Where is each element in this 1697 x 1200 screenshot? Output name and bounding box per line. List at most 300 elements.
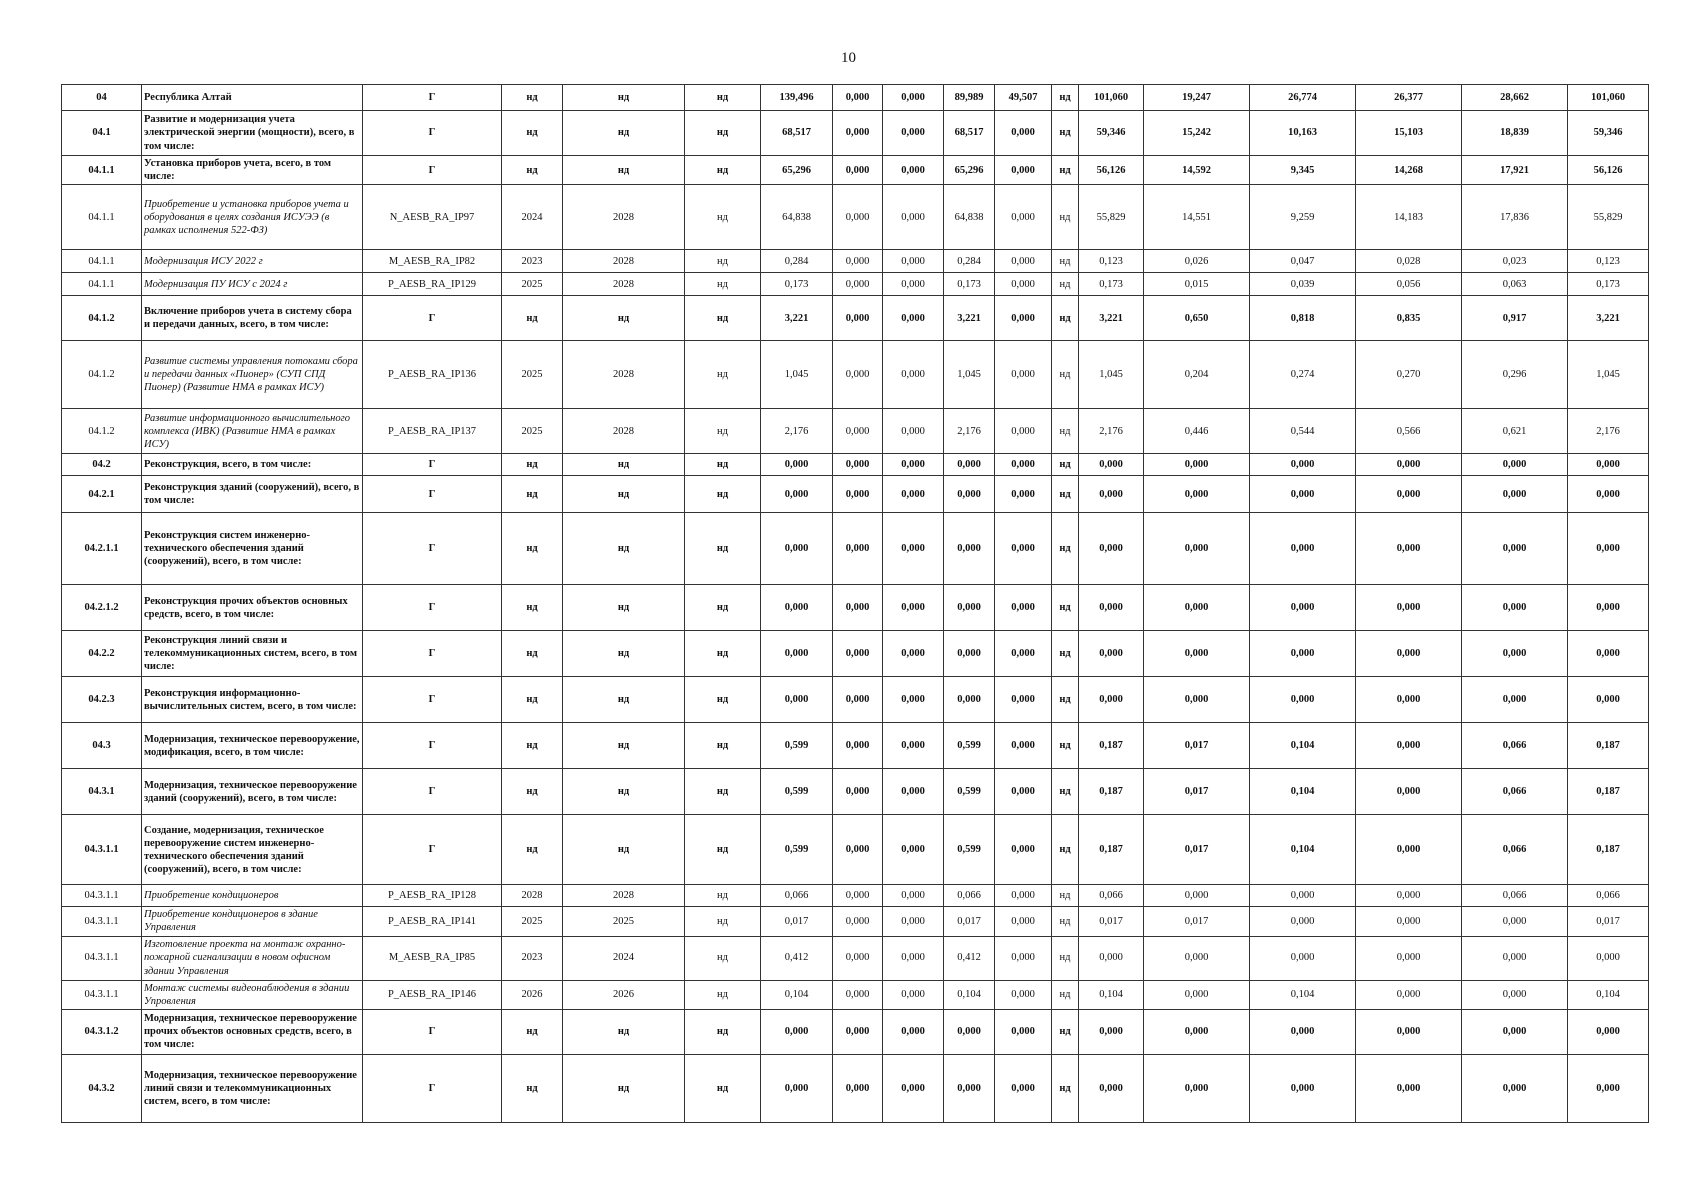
- row-id-cell: 04: [62, 85, 142, 111]
- table-row: [62, 936, 1649, 980]
- start-year-cell: нд: [502, 513, 563, 585]
- value-cell: 0,000: [1568, 677, 1649, 723]
- value-cell: 0,000: [833, 885, 883, 907]
- project-name-cell: Модернизация, техническое перевооружение, модификация, всего, в том числе:: [142, 723, 363, 769]
- value-cell: 0,000: [995, 907, 1052, 936]
- value-cell: 0,000: [833, 980, 883, 1009]
- value-cell: 0,000: [995, 273, 1052, 296]
- table-row: [62, 341, 1649, 409]
- project-code-cell: P_AESB_RA_IP146: [363, 980, 502, 1009]
- value-cell: 0,270: [1356, 341, 1462, 409]
- end-year-cell: нд: [563, 815, 685, 885]
- table-body: [62, 85, 1649, 1123]
- project-code-cell: Г: [363, 476, 502, 513]
- project-code-cell: Г: [363, 85, 502, 111]
- value-cell: 0,000: [995, 815, 1052, 885]
- value-cell: 0,000: [1250, 585, 1356, 631]
- value-cell: 0,000: [883, 85, 944, 111]
- value-cell: 0,000: [833, 409, 883, 454]
- value-cell: 65,296: [761, 156, 833, 185]
- value-cell: нд: [685, 677, 761, 723]
- project-code-cell: P_AESB_RA_IP136: [363, 341, 502, 409]
- value-cell: 0,173: [1568, 273, 1649, 296]
- row-id-cell: 04.1.2: [62, 409, 142, 454]
- value-cell: нд: [685, 885, 761, 907]
- project-code-cell: Г: [363, 585, 502, 631]
- row-id-cell: 04.1.2: [62, 296, 142, 341]
- table-row: [62, 769, 1649, 815]
- value-cell: 0,274: [1250, 341, 1356, 409]
- value-cell: 0,000: [995, 769, 1052, 815]
- value-cell: 0,000: [1462, 1009, 1568, 1054]
- value-cell: 0,000: [833, 815, 883, 885]
- value-cell: 49,507: [995, 85, 1052, 111]
- value-cell: нд: [685, 250, 761, 273]
- project-code-cell: Г: [363, 1054, 502, 1122]
- value-cell: нд: [1052, 585, 1079, 631]
- value-cell: 0,000: [1079, 1009, 1144, 1054]
- value-cell: 56,126: [1079, 156, 1144, 185]
- end-year-cell: нд: [563, 769, 685, 815]
- start-year-cell: 2025: [502, 907, 563, 936]
- value-cell: 0,017: [1079, 907, 1144, 936]
- value-cell: 0,000: [1144, 885, 1250, 907]
- value-cell: 0,599: [944, 769, 995, 815]
- value-cell: 0,015: [1144, 273, 1250, 296]
- start-year-cell: нд: [502, 585, 563, 631]
- value-cell: 0,000: [1144, 677, 1250, 723]
- value-cell: 0,000: [1462, 476, 1568, 513]
- value-cell: 17,921: [1462, 156, 1568, 185]
- value-cell: 3,221: [1568, 296, 1649, 341]
- value-cell: 0,066: [1462, 723, 1568, 769]
- value-cell: 59,346: [1079, 111, 1144, 156]
- value-cell: 15,103: [1356, 111, 1462, 156]
- end-year-cell: нд: [563, 631, 685, 677]
- value-cell: нд: [685, 585, 761, 631]
- value-cell: 0,000: [883, 585, 944, 631]
- value-cell: 0,000: [1568, 936, 1649, 980]
- value-cell: 0,000: [1568, 1009, 1649, 1054]
- value-cell: 0,056: [1356, 273, 1462, 296]
- value-cell: 68,517: [944, 111, 995, 156]
- value-cell: нд: [1052, 341, 1079, 409]
- table-row: [62, 1054, 1649, 1122]
- value-cell: 0,187: [1079, 723, 1144, 769]
- value-cell: 0,000: [995, 936, 1052, 980]
- value-cell: нд: [685, 185, 761, 250]
- value-cell: 0,023: [1462, 250, 1568, 273]
- value-cell: нд: [1052, 111, 1079, 156]
- value-cell: 0,599: [944, 815, 995, 885]
- investment-program-table: [61, 84, 1649, 1123]
- end-year-cell: 2025: [563, 907, 685, 936]
- value-cell: 0,000: [833, 185, 883, 250]
- value-cell: 0,000: [1079, 677, 1144, 723]
- value-cell: 0,187: [1079, 769, 1144, 815]
- value-cell: 2,176: [944, 409, 995, 454]
- value-cell: 0,000: [1144, 454, 1250, 476]
- value-cell: 0,066: [944, 885, 995, 907]
- value-cell: 0,000: [1356, 454, 1462, 476]
- value-cell: 0,000: [833, 723, 883, 769]
- value-cell: 0,104: [944, 980, 995, 1009]
- value-cell: 0,000: [995, 1054, 1052, 1122]
- value-cell: 0,000: [1568, 631, 1649, 677]
- value-cell: 0,000: [1144, 936, 1250, 980]
- value-cell: 101,060: [1568, 85, 1649, 111]
- value-cell: 0,000: [833, 936, 883, 980]
- value-cell: 0,000: [1250, 907, 1356, 936]
- value-cell: 0,000: [995, 885, 1052, 907]
- value-cell: 0,066: [761, 885, 833, 907]
- row-id-cell: 04.1.2: [62, 341, 142, 409]
- value-cell: 0,000: [833, 677, 883, 723]
- value-cell: нд: [685, 815, 761, 885]
- value-cell: 0,818: [1250, 296, 1356, 341]
- value-cell: 0,204: [1144, 341, 1250, 409]
- value-cell: 0,000: [995, 980, 1052, 1009]
- project-code-cell: P_AESB_RA_IP128: [363, 885, 502, 907]
- value-cell: 0,000: [944, 1009, 995, 1054]
- value-cell: 0,017: [944, 907, 995, 936]
- value-cell: 0,000: [883, 273, 944, 296]
- value-cell: 0,000: [833, 85, 883, 111]
- value-cell: 0,000: [1568, 454, 1649, 476]
- value-cell: 0,017: [1144, 907, 1250, 936]
- end-year-cell: нд: [563, 85, 685, 111]
- value-cell: 0,000: [761, 677, 833, 723]
- end-year-cell: нд: [563, 1009, 685, 1054]
- value-cell: 0,066: [1462, 885, 1568, 907]
- value-cell: 0,000: [1356, 980, 1462, 1009]
- value-cell: 0,104: [1250, 980, 1356, 1009]
- row-id-cell: 04.2.3: [62, 677, 142, 723]
- value-cell: 0,000: [761, 513, 833, 585]
- value-cell: 0,000: [761, 1054, 833, 1122]
- value-cell: 0,412: [944, 936, 995, 980]
- project-name-cell: Установка приборов учета, всего, в том числе:: [142, 156, 363, 185]
- value-cell: 0,000: [883, 631, 944, 677]
- start-year-cell: 2028: [502, 885, 563, 907]
- start-year-cell: нд: [502, 723, 563, 769]
- end-year-cell: нд: [563, 296, 685, 341]
- project-name-cell: Реконструкция прочих объектов основных средств, всего, в том числе:: [142, 585, 363, 631]
- value-cell: 0,599: [761, 815, 833, 885]
- value-cell: нд: [1052, 907, 1079, 936]
- value-cell: 0,000: [761, 631, 833, 677]
- end-year-cell: 2028: [563, 409, 685, 454]
- value-cell: 0,000: [883, 1054, 944, 1122]
- value-cell: 0,000: [1144, 1009, 1250, 1054]
- project-code-cell: Г: [363, 723, 502, 769]
- end-year-cell: нд: [563, 476, 685, 513]
- value-cell: 3,221: [761, 296, 833, 341]
- value-cell: 0,000: [1250, 454, 1356, 476]
- value-cell: 0,000: [1356, 723, 1462, 769]
- project-name-cell: Республика Алтай: [142, 85, 363, 111]
- start-year-cell: нд: [502, 769, 563, 815]
- value-cell: 0,173: [944, 273, 995, 296]
- value-cell: 10,163: [1250, 111, 1356, 156]
- table-row: [62, 273, 1649, 296]
- value-cell: 0,000: [1144, 476, 1250, 513]
- project-name-cell: Развитие и модернизация учета электрической энергии (мощности), всего, в том числе:: [142, 111, 363, 156]
- table-row: [62, 723, 1649, 769]
- value-cell: 1,045: [944, 341, 995, 409]
- value-cell: 0,000: [883, 409, 944, 454]
- value-cell: 0,000: [883, 815, 944, 885]
- value-cell: нд: [1052, 409, 1079, 454]
- value-cell: 0,000: [833, 250, 883, 273]
- value-cell: 0,000: [1356, 1009, 1462, 1054]
- project-name-cell: Модернизация ИСУ 2022 г: [142, 250, 363, 273]
- value-cell: 59,346: [1568, 111, 1649, 156]
- end-year-cell: нд: [563, 1054, 685, 1122]
- value-cell: 0,017: [1144, 769, 1250, 815]
- value-cell: 0,000: [1144, 631, 1250, 677]
- value-cell: 0,000: [883, 296, 944, 341]
- start-year-cell: нд: [502, 111, 563, 156]
- value-cell: 0,000: [833, 156, 883, 185]
- project-name-cell: Изготовление проекта на монтаж охранно-пожарной сигнализации в новом офисном здании Управления: [142, 936, 363, 980]
- value-cell: 14,268: [1356, 156, 1462, 185]
- value-cell: 1,045: [1568, 341, 1649, 409]
- value-cell: 1,045: [761, 341, 833, 409]
- value-cell: 0,000: [883, 476, 944, 513]
- value-cell: 0,173: [1079, 273, 1144, 296]
- value-cell: 26,377: [1356, 85, 1462, 111]
- value-cell: 0,000: [833, 513, 883, 585]
- value-cell: 0,000: [1250, 476, 1356, 513]
- value-cell: 0,000: [883, 513, 944, 585]
- value-cell: 0,017: [761, 907, 833, 936]
- value-cell: 0,000: [1144, 980, 1250, 1009]
- table-row: [62, 677, 1649, 723]
- project-name-cell: Реконструкция линий связи и телекоммуникационных систем, всего, в том числе:: [142, 631, 363, 677]
- value-cell: 0,104: [1568, 980, 1649, 1009]
- project-name-cell: Реконструкция, всего, в том числе:: [142, 454, 363, 476]
- value-cell: 0,000: [1568, 585, 1649, 631]
- value-cell: 0,000: [1462, 936, 1568, 980]
- value-cell: нд: [1052, 677, 1079, 723]
- value-cell: 0,017: [1144, 723, 1250, 769]
- value-cell: 0,000: [944, 677, 995, 723]
- end-year-cell: нд: [563, 723, 685, 769]
- value-cell: нд: [1052, 513, 1079, 585]
- value-cell: 0,000: [1250, 1054, 1356, 1122]
- start-year-cell: 2023: [502, 936, 563, 980]
- project-name-cell: Создание, модернизация, техническое перевооружение систем инженерно-технического обеспечения зданий (сооружений), всего, в том числе:: [142, 815, 363, 885]
- project-name-cell: Модернизация, техническое перевооружение прочих объектов основных средств, всего, в том числе:: [142, 1009, 363, 1054]
- start-year-cell: нд: [502, 476, 563, 513]
- value-cell: нд: [1052, 1009, 1079, 1054]
- value-cell: 0,000: [883, 769, 944, 815]
- project-name-cell: Приобретение и установка приборов учета и оборудования в целях создания ИСУЭЭ (в рамках исполнения 522-ФЗ): [142, 185, 363, 250]
- value-cell: 0,599: [944, 723, 995, 769]
- value-cell: 0,066: [1462, 769, 1568, 815]
- value-cell: 0,000: [1356, 885, 1462, 907]
- value-cell: 139,496: [761, 85, 833, 111]
- value-cell: 17,836: [1462, 185, 1568, 250]
- value-cell: нд: [685, 409, 761, 454]
- project-name-cell: Модернизация, техническое перевооружение линий связи и телекоммуникационных систем, всего, в том числе:: [142, 1054, 363, 1122]
- value-cell: нд: [685, 1009, 761, 1054]
- project-code-cell: Г: [363, 296, 502, 341]
- value-cell: 19,247: [1144, 85, 1250, 111]
- value-cell: 0,000: [995, 454, 1052, 476]
- value-cell: 0,187: [1568, 815, 1649, 885]
- value-cell: 0,000: [883, 250, 944, 273]
- value-cell: 9,345: [1250, 156, 1356, 185]
- project-name-cell: Приобретение кондиционеров в здание Управления: [142, 907, 363, 936]
- value-cell: 0,000: [883, 341, 944, 409]
- value-cell: нд: [1052, 454, 1079, 476]
- value-cell: нд: [1052, 185, 1079, 250]
- value-cell: 0,000: [833, 1054, 883, 1122]
- value-cell: 0,544: [1250, 409, 1356, 454]
- value-cell: нд: [1052, 631, 1079, 677]
- value-cell: 0,000: [1250, 631, 1356, 677]
- end-year-cell: нд: [563, 156, 685, 185]
- value-cell: 0,000: [1462, 1054, 1568, 1122]
- project-code-cell: M_AESB_RA_IP82: [363, 250, 502, 273]
- table-row: [62, 296, 1649, 341]
- value-cell: 0,000: [995, 156, 1052, 185]
- row-id-cell: 04.2.1.2: [62, 585, 142, 631]
- value-cell: 0,187: [1568, 723, 1649, 769]
- table-row: [62, 250, 1649, 273]
- value-cell: 0,000: [1250, 936, 1356, 980]
- value-cell: 0,000: [883, 156, 944, 185]
- value-cell: нд: [685, 723, 761, 769]
- value-cell: 0,284: [944, 250, 995, 273]
- value-cell: 0,000: [883, 980, 944, 1009]
- value-cell: 0,000: [1144, 585, 1250, 631]
- value-cell: 0,000: [1144, 513, 1250, 585]
- table-row: [62, 1009, 1649, 1054]
- value-cell: 0,123: [1568, 250, 1649, 273]
- value-cell: 0,000: [1079, 513, 1144, 585]
- value-cell: 0,000: [1462, 631, 1568, 677]
- start-year-cell: нд: [502, 815, 563, 885]
- value-cell: нд: [685, 936, 761, 980]
- value-cell: 0,000: [995, 631, 1052, 677]
- value-cell: 0,000: [1356, 936, 1462, 980]
- project-name-cell: Модернизация, техническое перевооружение зданий (сооружений), всего, в том числе:: [142, 769, 363, 815]
- project-code-cell: Г: [363, 454, 502, 476]
- value-cell: 0,000: [995, 409, 1052, 454]
- value-cell: 0,000: [995, 1009, 1052, 1054]
- value-cell: 0,000: [1356, 476, 1462, 513]
- value-cell: 0,000: [995, 476, 1052, 513]
- value-cell: нд: [685, 85, 761, 111]
- end-year-cell: нд: [563, 677, 685, 723]
- table-row: [62, 111, 1649, 156]
- value-cell: 0,000: [995, 250, 1052, 273]
- start-year-cell: 2025: [502, 273, 563, 296]
- value-cell: 0,000: [1462, 677, 1568, 723]
- row-id-cell: 04.3.1.1: [62, 907, 142, 936]
- value-cell: 0,412: [761, 936, 833, 980]
- table-row: [62, 907, 1649, 936]
- value-cell: 0,000: [995, 723, 1052, 769]
- value-cell: 0,000: [883, 936, 944, 980]
- value-cell: 0,000: [1462, 907, 1568, 936]
- start-year-cell: 2023: [502, 250, 563, 273]
- value-cell: 55,829: [1568, 185, 1649, 250]
- end-year-cell: 2028: [563, 273, 685, 296]
- row-id-cell: 04.1.1: [62, 273, 142, 296]
- project-code-cell: Г: [363, 631, 502, 677]
- value-cell: 0,066: [1568, 885, 1649, 907]
- value-cell: 0,039: [1250, 273, 1356, 296]
- value-cell: 2,176: [761, 409, 833, 454]
- value-cell: 0,026: [1144, 250, 1250, 273]
- value-cell: 0,000: [883, 454, 944, 476]
- project-code-cell: Г: [363, 815, 502, 885]
- row-id-cell: 04.2.1: [62, 476, 142, 513]
- end-year-cell: 2028: [563, 341, 685, 409]
- project-name-cell: Модернизация ПУ ИСУ с 2024 г: [142, 273, 363, 296]
- value-cell: нд: [1052, 85, 1079, 111]
- value-cell: 0,000: [761, 1009, 833, 1054]
- end-year-cell: 2028: [563, 250, 685, 273]
- value-cell: 0,284: [761, 250, 833, 273]
- value-cell: нд: [1052, 723, 1079, 769]
- project-code-cell: P_AESB_RA_IP129: [363, 273, 502, 296]
- end-year-cell: нд: [563, 585, 685, 631]
- value-cell: 0,047: [1250, 250, 1356, 273]
- project-code-cell: Г: [363, 677, 502, 723]
- value-cell: 0,000: [1250, 1009, 1356, 1054]
- value-cell: нд: [685, 907, 761, 936]
- value-cell: 0,000: [833, 476, 883, 513]
- table-row: [62, 85, 1649, 111]
- value-cell: 0,650: [1144, 296, 1250, 341]
- start-year-cell: нд: [502, 156, 563, 185]
- row-id-cell: 04.3.2: [62, 1054, 142, 1122]
- value-cell: нд: [685, 296, 761, 341]
- start-year-cell: 2025: [502, 341, 563, 409]
- start-year-cell: нд: [502, 677, 563, 723]
- end-year-cell: 2028: [563, 185, 685, 250]
- value-cell: нд: [685, 454, 761, 476]
- table-row: [62, 185, 1649, 250]
- value-cell: 0,000: [944, 1054, 995, 1122]
- value-cell: 0,000: [883, 885, 944, 907]
- value-cell: 0,000: [1079, 585, 1144, 631]
- value-cell: 0,000: [944, 513, 995, 585]
- value-cell: 0,000: [995, 296, 1052, 341]
- value-cell: 0,000: [1568, 1054, 1649, 1122]
- value-cell: 0,017: [1144, 815, 1250, 885]
- value-cell: 0,000: [944, 585, 995, 631]
- value-cell: 0,000: [1356, 631, 1462, 677]
- value-cell: 0,000: [833, 769, 883, 815]
- value-cell: 0,000: [1462, 454, 1568, 476]
- value-cell: нд: [685, 513, 761, 585]
- value-cell: 0,000: [995, 111, 1052, 156]
- project-name-cell: Включение приборов учета в систему сбора и передачи данных, всего, в том числе:: [142, 296, 363, 341]
- row-id-cell: 04.1.1: [62, 250, 142, 273]
- value-cell: 3,221: [944, 296, 995, 341]
- value-cell: 0,000: [995, 513, 1052, 585]
- project-code-cell: Г: [363, 156, 502, 185]
- value-cell: 14,183: [1356, 185, 1462, 250]
- value-cell: 0,000: [1079, 454, 1144, 476]
- value-cell: 89,989: [944, 85, 995, 111]
